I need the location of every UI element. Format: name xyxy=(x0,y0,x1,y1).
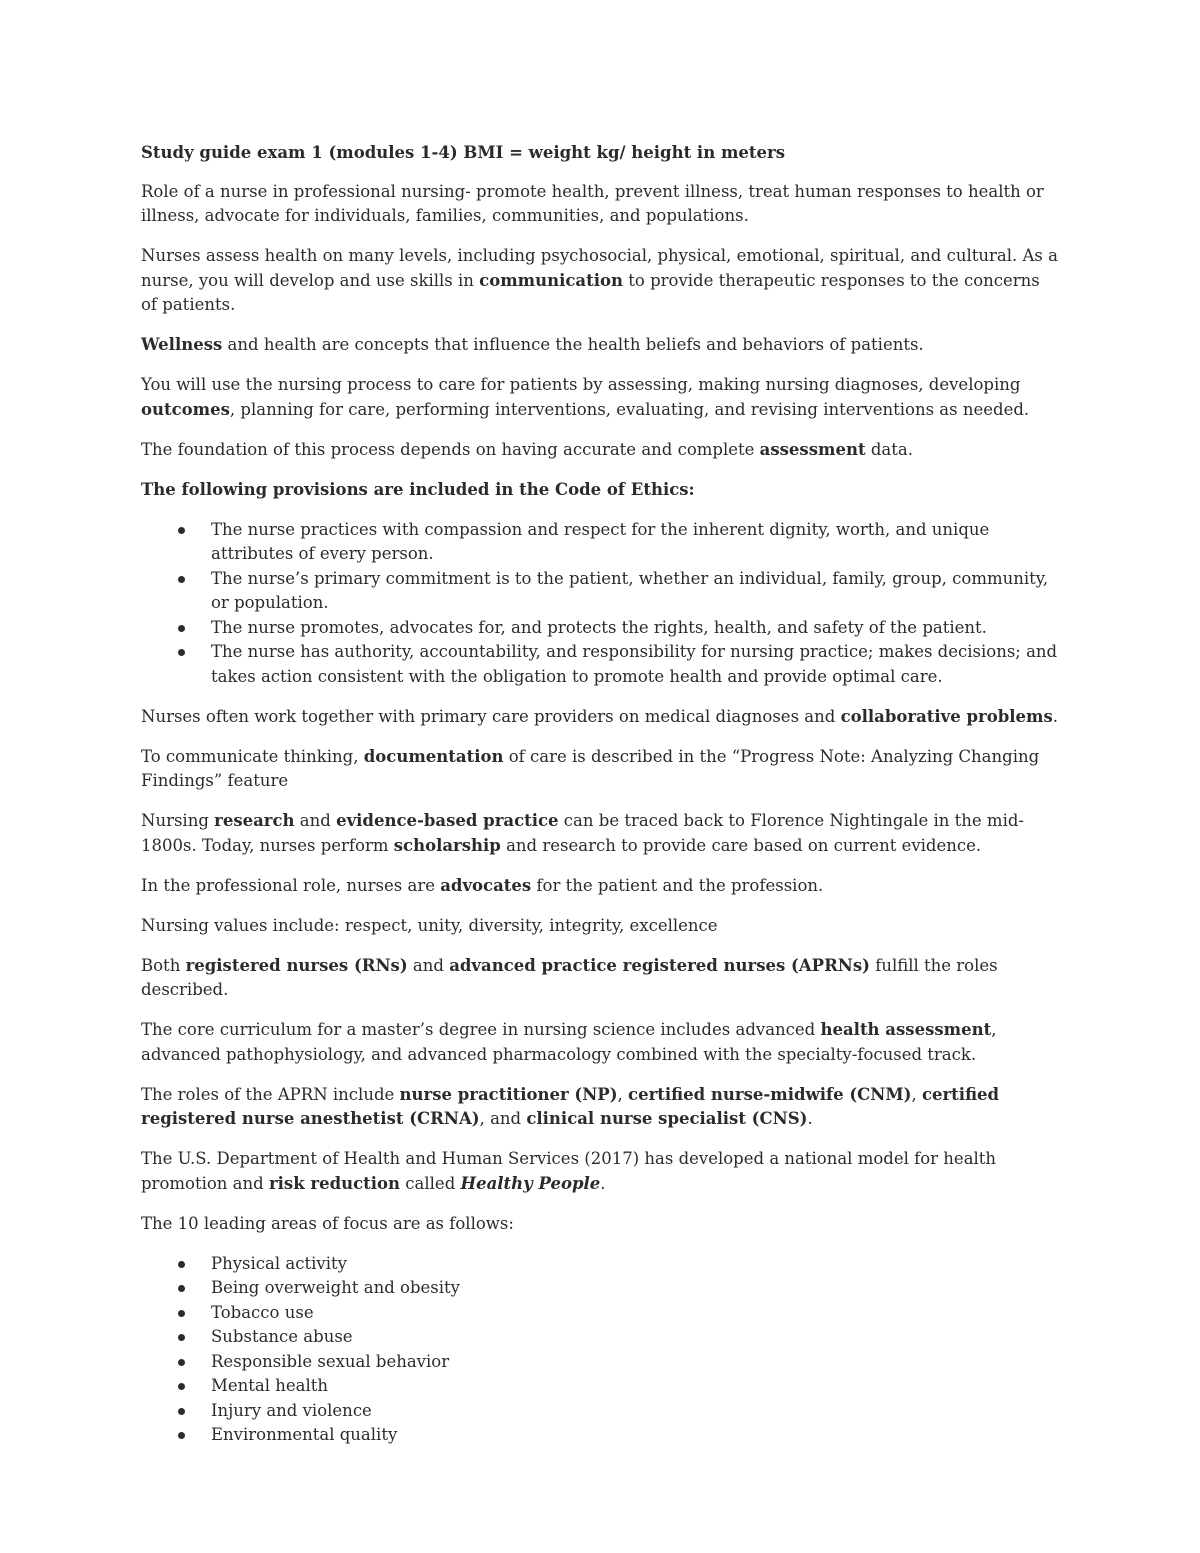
paragraph-wellness: Wellness and health are concepts that influence the health beliefs and behaviors of patients. xyxy=(141,335,924,354)
ethics-heading: The following provisions are included in the Code of Ethics: xyxy=(141,479,695,499)
paragraph-collaborative: Nurses often work together with primary care providers on medical diagnoses and collaborative problems. xyxy=(141,706,1059,726)
list-item: Mental health xyxy=(141,1374,1061,1399)
list-item: Tobacco use xyxy=(141,1301,1061,1326)
list-item: The nurse practices with compassion and respect for the inherent dignity, worth, and unique attributes of every person. xyxy=(141,518,1061,567)
paragraph-core-curriculum: The core curriculum for a master’s degree in nursing science includes advanced health assessment, advanced pathophysiology, and advanced pharmacology combined with the specialty-focused track. xyxy=(141,1020,997,1064)
paragraph-assess: Nurses assess health on many levels, including psychosocial, physical, emotional, spiritual, and cultural. As a nurse, you will develop and use skills in communication to provide therapeutic responses to the concerns of patients. xyxy=(141,246,1058,314)
list-item: The nurse has authority, accountability, and responsibility for nursing practice; makes decisions; and takes action consistent with the obligation to promote health and provide optimal care. xyxy=(141,640,1061,689)
list-item: Being overweight and obesity xyxy=(141,1276,1061,1301)
paragraph-leading-areas: The 10 leading areas of focus are as follows: xyxy=(141,1213,514,1233)
paragraph-role: Role of a nurse in professional nursing- promote health, prevent illness, treat human responses to health or illness, advocate for individuals, families, communities, and populations. xyxy=(141,181,1044,225)
focus-list xyxy=(141,1252,1061,1448)
paragraph-process: You will use the nursing process to care for patients by assessing, making nursing diagnoses, developing outcomes, planning for care, performing interventions, evaluating, and revising interventions as needed. xyxy=(141,375,1030,419)
list-item: Physical activity xyxy=(141,1252,1061,1277)
list-item: Environmental quality xyxy=(141,1423,1061,1448)
title-bold: Study guide exam 1 (modules 1-4) xyxy=(141,143,458,162)
list-item: The nurse promotes, advocates for, and protects the rights, health, and safety of the patient. xyxy=(141,616,1061,641)
document-body xyxy=(141,141,1061,1463)
list-item: Injury and violence xyxy=(141,1399,1061,1424)
paragraph-foundation: The foundation of this process depends on having accurate and complete assessment data. xyxy=(141,439,913,459)
ethics-list xyxy=(141,518,1061,690)
paragraph-documentation: To communicate thinking, documentation of care is described in the “Progress Note: Analyzing Changing Findings” feature xyxy=(141,746,1040,790)
document-title xyxy=(141,141,1061,166)
list-item: Responsible sexual behavior xyxy=(141,1350,1061,1375)
paragraph-advocates: In the professional role, nurses are advocates for the patient and the profession. xyxy=(141,875,824,895)
paragraph-aprn-roles: The roles of the APRN include nurse practitioner (NP), certified nurse-midwife (CNM), certified registered nurse anesthetist (CRNA), and clinical nurse specialist (CNS). xyxy=(141,1084,1000,1128)
paragraph-research: Nursing research and evidence-based practice can be traced back to Florence Nightingale in the mid-1800s. Today, nurses perform scholarship and research to provide care based on current evidence. xyxy=(141,811,1024,855)
list-item: Substance abuse xyxy=(141,1325,1061,1350)
paragraph-rn-aprn: Both registered nurses (RNs) and advanced practice registered nurses (APRNs) fulfill the roles described. xyxy=(141,955,998,999)
paragraph-values: Nursing values include: respect, unity, diversity, integrity, excellence xyxy=(141,915,718,935)
paragraph-hhs: The U.S. Department of Health and Human Services (2017) has developed a national model for health promotion and risk reduction called Healthy People. xyxy=(141,1149,997,1193)
list-item: The nurse’s primary commitment is to the patient, whether an individual, family, group, community, or population. xyxy=(141,567,1061,616)
title-bmi: BMI = weight kg/ height in meters xyxy=(457,143,785,162)
